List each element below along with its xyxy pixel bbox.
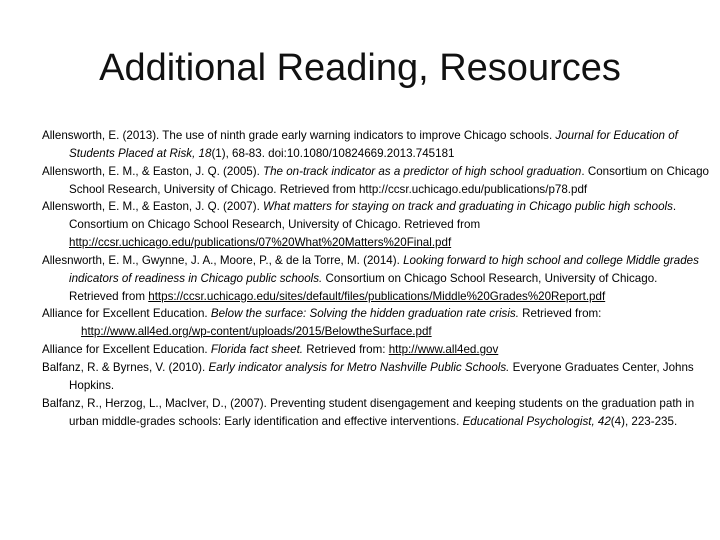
reference-authors: Allensworth, E. M., & Easton, J. Q. (2007). (42, 200, 264, 214)
slide-title: Additional Reading, Resources (99, 47, 621, 89)
reference-details: (1), 68-83. doi:10.1080/10824669.2013.745181 (211, 146, 455, 160)
reference-journal: Educational Psychologist, 42 (462, 414, 611, 428)
reference-authors: Balfanz, R., Herzog, L., MacIver, D., (2007). Preventing student disengagement and keeping students on the graduation path in urban middle-grades schools: Early identification and effective interventions. (42, 396, 695, 428)
reference-details: . Consortium on Chicago School Research, University of Chicago. Retrieved from (69, 200, 677, 232)
reference-work-title: Florida fact sheet. (210, 343, 304, 357)
reference-work-title: What matters for staying on track and graduating in Chicago public high schools (263, 200, 673, 214)
reference-list (42, 127, 710, 430)
reference-link[interactable]: https://ccsr.uchicago.edu/sites/default/files/publications/Middle%20Grades%20Report.pdf (148, 289, 606, 303)
reference-work-title: Looking forward to high school and college Middle grades indicators of readiness in Chicago public schools. (69, 253, 699, 285)
reference-link[interactable]: http://ccsr.uchicago.edu/publications/07%20What%20Matters%20Final.pdf (69, 236, 452, 250)
reference-journal: Journal for Education of Students Placed at Risk, 18 (69, 129, 678, 160)
reference-item (42, 395, 710, 431)
reference-item (42, 359, 710, 395)
reference-item (42, 127, 710, 163)
reference-work-title: Below the surface: Solving the hidden graduation rate crisis. (210, 307, 519, 321)
reference-item (42, 305, 710, 341)
reference-item (42, 198, 710, 252)
reference-details: Retrieved from: (303, 343, 389, 357)
reference-link[interactable]: http://www.all4ed.org/wp-content/uploads/2015/BelowtheSurface.pdf (81, 325, 432, 339)
reference-details: Everyone Graduates Center, Johns Hopkins. (69, 360, 694, 392)
reference-details: . Consortium on Chicago School Research, University of Chicago. Retrieved from http://ccsr.uchicago.edu/publications/p78.pdf (69, 164, 709, 196)
reference-authors: Alliance for Excellent Education. (42, 307, 211, 321)
reference-details: (4), 223-235. (610, 414, 678, 428)
reference-work-title: Early indicator analysis for Metro Nashville Public Schools. (208, 360, 510, 374)
reference-link[interactable]: http://www.all4ed.gov (388, 343, 499, 357)
reference-details: Consortium on Chicago School Research, University of Chicago. Retrieved from (69, 271, 658, 303)
reference-authors: Balfanz, R. & Byrnes, V. (2010). (42, 360, 209, 374)
reference-details: Retrieved from: (518, 307, 602, 321)
reference-item (42, 341, 710, 359)
reference-item (42, 252, 710, 306)
reference-work-title: The on-track indicator as a predictor of high school graduation (263, 164, 582, 178)
reference-authors: Alliance for Excellent Education. (42, 343, 211, 357)
reference-authors: Allensworth, E. (2013). The use of ninth grade early warning indicators to improve Chicago schools. (42, 129, 556, 142)
reference-item (42, 163, 710, 199)
reference-authors: Allensworth, E. M., & Easton, J. Q. (2005). (42, 164, 264, 178)
reference-authors: Allesnworth, E. M., Gwynne, J. A., Moore, P., & de la Torre, M. (2014). (42, 253, 404, 267)
